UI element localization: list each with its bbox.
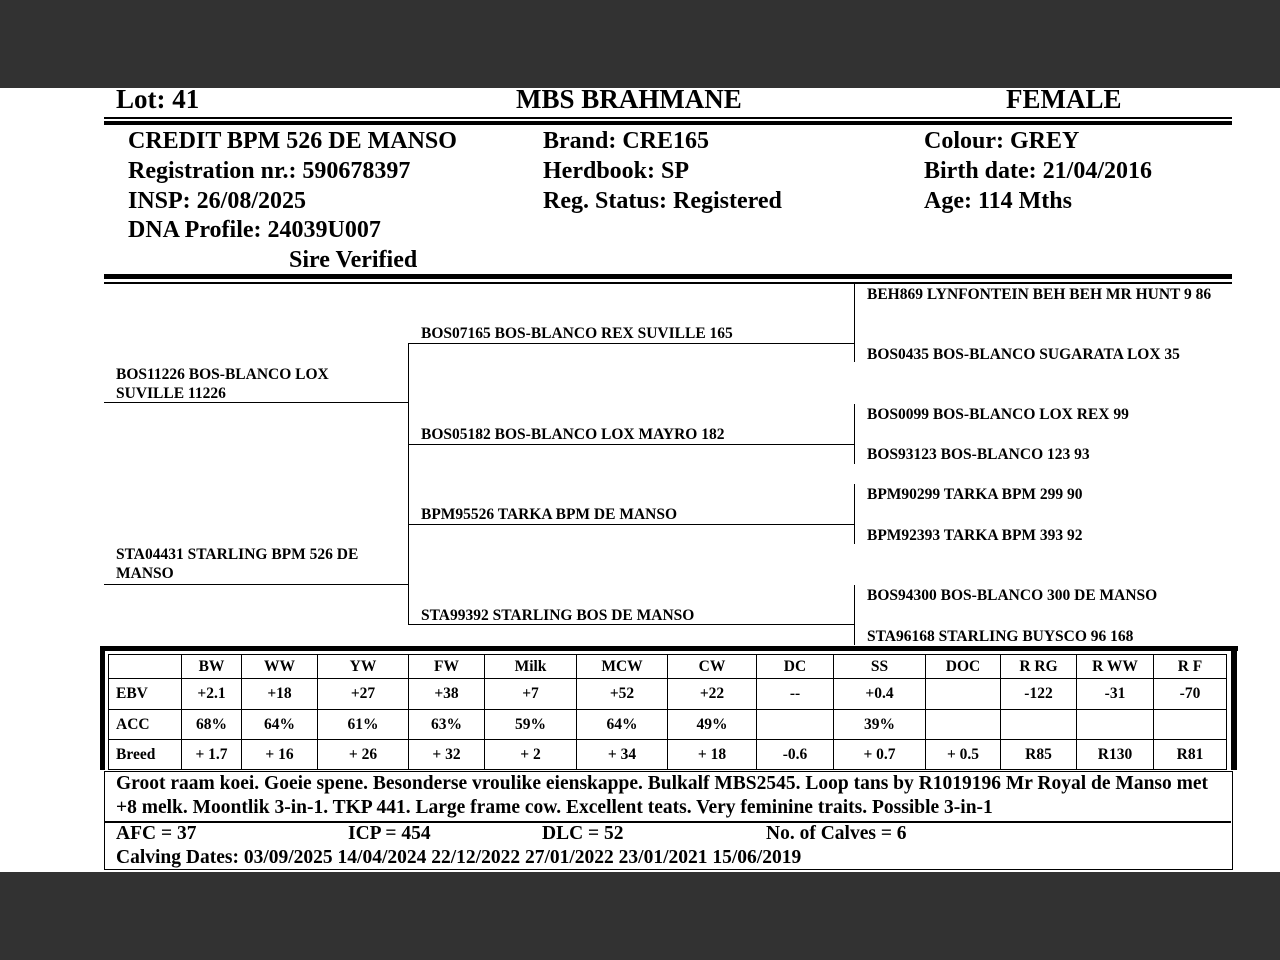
icp-value: ICP = 454 [348, 823, 431, 844]
animal-name: CREDIT BPM 526 DE MANSO [128, 128, 457, 154]
breed-cell: + 32 [409, 740, 485, 770]
pedigree-line [104, 584, 409, 585]
breed-cell: + 2 [485, 740, 577, 770]
ebv-cell: +22 [668, 679, 757, 710]
pedigree-line [408, 624, 855, 625]
breed-cell: + 26 [318, 740, 409, 770]
pedigree-line [408, 444, 855, 445]
ebv-header-cell: SS [834, 655, 926, 679]
breed-cell: + 1.7 [182, 740, 242, 770]
pedigree-bracket [408, 343, 409, 625]
acc-cell [1001, 710, 1077, 740]
breed-cell: R130 [1077, 740, 1154, 770]
acc-cell: 63% [409, 710, 485, 740]
pedigree-dam-sire: BPM95526 TARKA BPM DE MANSO [421, 506, 678, 523]
ebv-table [108, 654, 1227, 770]
info-rule-thin [104, 282, 1232, 284]
acc-cell [926, 710, 1001, 740]
ebv-row-label: EBV [109, 679, 182, 710]
afc-value: AFC = 37 [116, 823, 197, 844]
info-rule-thick [104, 274, 1232, 279]
ebv-frame-right [1231, 646, 1237, 770]
breed-cell: + 18 [668, 740, 757, 770]
ebv-cell: -- [757, 679, 834, 710]
sale-catalogue-page [0, 88, 1280, 872]
breed-row [109, 740, 1227, 770]
pedigree-line [408, 343, 855, 344]
pedigree-bracket [854, 484, 855, 544]
ebv-cell: -31 [1077, 679, 1154, 710]
pedigree-bracket [854, 404, 855, 464]
ebv-cell: -122 [1001, 679, 1077, 710]
pedigree-ggp: BOS94300 BOS-BLANCO 300 DE MANSO [867, 587, 1158, 604]
pedigree-ggp: BOS93123 BOS-BLANCO 123 93 [867, 446, 1090, 463]
ebv-cell: -70 [1154, 679, 1227, 710]
acc-cell: 68% [182, 710, 242, 740]
ebv-cell: +0.4 [834, 679, 926, 710]
breed-cell: R81 [1154, 740, 1227, 770]
pedigree-bracket [854, 585, 855, 645]
breed-title: MBS BRAHMANE [516, 88, 742, 114]
acc-row [109, 710, 1227, 740]
ebv-header-row [109, 655, 1227, 679]
registration-number: Registration nr.: 590678397 [128, 158, 411, 184]
pedigree-sire: BOS11226 BOS-BLANCO LOX SUVILLE 11226 [116, 366, 329, 402]
ebv-header-cell: R RG [1001, 655, 1077, 679]
ebv-cell: +2.1 [182, 679, 242, 710]
pedigree-bracket [854, 284, 855, 362]
ebv-cell: +18 [242, 679, 318, 710]
ebv-cell: +27 [318, 679, 409, 710]
registration-status: Reg. Status: Registered [543, 188, 782, 214]
inspection-date: INSP: 26/08/2025 [128, 188, 307, 214]
breed-cell: + 34 [577, 740, 668, 770]
ebv-frame-left [100, 646, 105, 770]
breed-cell: + 16 [242, 740, 318, 770]
acc-cell: 49% [668, 710, 757, 740]
ebv-row [109, 679, 1227, 710]
brand: Brand: CRE165 [543, 128, 710, 154]
acc-cell [757, 710, 834, 740]
dlc-value: DLC = 52 [542, 823, 624, 844]
sire-verified: Sire Verified [289, 247, 418, 273]
birth-date: Birth date: 21/04/2016 [924, 158, 1152, 184]
pedigree-dam-dam: STA99392 STARLING BOS DE MANSO [421, 607, 695, 624]
top-letterbox-bar [0, 0, 1280, 88]
acc-cell: 64% [242, 710, 318, 740]
age: Age: 114 Mths [924, 188, 1072, 214]
pedigree-line [408, 524, 855, 525]
ebv-frame-top [100, 646, 1238, 651]
lot-number: Lot: 41 [116, 88, 200, 114]
ebv-cell: +52 [577, 679, 668, 710]
herdbook: Herdbook: SP [543, 158, 690, 184]
acc-cell: 64% [577, 710, 668, 740]
ebv-header-cell: DOC [926, 655, 1001, 679]
pedigree-sire-sire: BOS07165 BOS-BLANCO REX SUVILLE 165 [421, 325, 733, 342]
colour: Colour: GREY [924, 128, 1080, 154]
header-rule-thin [104, 117, 1232, 119]
breed-cell: + 0.7 [834, 740, 926, 770]
ebv-header-cell: R F [1154, 655, 1227, 679]
sex-label: FEMALE [1006, 88, 1122, 114]
ebv-cell [926, 679, 1001, 710]
breed-cell: + 0.5 [926, 740, 1001, 770]
ebv-cell: +38 [409, 679, 485, 710]
pedigree-ggp: BOS0099 BOS-BLANCO LOX REX 99 [867, 406, 1129, 423]
acc-cell [1077, 710, 1154, 740]
pedigree-ggp: STA96168 STARLING BUYSCO 96 168 [867, 628, 1134, 645]
acc-cell: 39% [834, 710, 926, 740]
pedigree-ggp: BPM90299 TARKA BPM 299 90 [867, 486, 1083, 503]
header-rule-thick [104, 121, 1232, 125]
ebv-header-cell: YW [318, 655, 409, 679]
acc-cell [1154, 710, 1227, 740]
acc-cell: 59% [485, 710, 577, 740]
ebv-header-cell [109, 655, 182, 679]
bottom-letterbox-bar [0, 872, 1280, 960]
ebv-header-cell: BW [182, 655, 242, 679]
pedigree-line [104, 402, 409, 403]
ebv-header-cell: DC [757, 655, 834, 679]
ebv-header-cell: WW [242, 655, 318, 679]
ebv-header-cell: CW [668, 655, 757, 679]
pedigree-ggp: BPM92393 TARKA BPM 393 92 [867, 527, 1083, 544]
breed-cell: R85 [1001, 740, 1077, 770]
calving-dates: Calving Dates: 03/09/2025 14/04/2024 22/12/2022 27/01/2022 23/01/2021 15/06/2019 [116, 847, 802, 868]
ebv-header-cell: MCW [577, 655, 668, 679]
pedigree-sire-dam: BOS05182 BOS-BLANCO LOX MAYRO 182 [421, 426, 725, 443]
pedigree-dam: STA04431 STARLING BPM 526 DE MANSO [116, 546, 359, 582]
ebv-header-cell: FW [409, 655, 485, 679]
breed-row-label: Breed [109, 740, 182, 770]
ebv-header-cell: Milk [485, 655, 577, 679]
acc-cell: 61% [318, 710, 409, 740]
calves-count: No. of Calves = 6 [766, 823, 907, 844]
pedigree-ggp: BOS0435 BOS-BLANCO SUGARATA LOX 35 [867, 346, 1180, 363]
ebv-cell: +7 [485, 679, 577, 710]
comment-text: Groot raam koei. Goeie spene. Besonderse vroulike eienskappe. Bulkalf MBS2545. Loop tans by R1019196 Mr Royal de Manso met +8 melk. Moontlik 3-in-1. TKP 441. Large frame cow. Excellent teats. Very feminine traits. Possible 3-in-1 [116, 773, 1209, 818]
dna-profile: DNA Profile: 24039U007 [128, 217, 381, 243]
breed-cell: -0.6 [757, 740, 834, 770]
ebv-header-cell: R WW [1077, 655, 1154, 679]
pedigree-ggp: BEH869 LYNFONTEIN BEH BEH MR HUNT 9 86 [867, 286, 1212, 303]
notes-box [104, 771, 1233, 870]
acc-row-label: ACC [109, 710, 182, 740]
notes-divider [105, 821, 1231, 823]
